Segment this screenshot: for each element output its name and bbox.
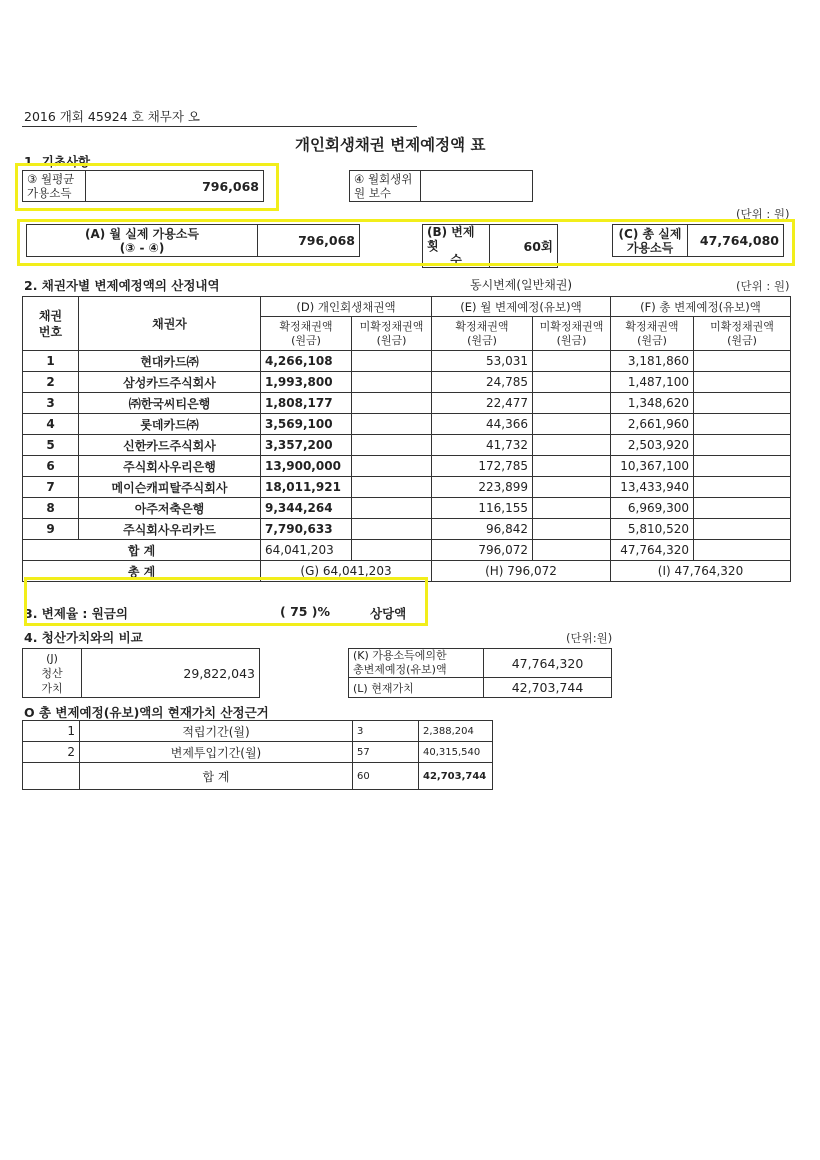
row-e: 53,031 [432, 351, 533, 372]
sub-confirmed: 확정채권액 [279, 319, 333, 333]
row-e-unconfirmed [533, 519, 611, 540]
row-f: 2,661,960 [611, 414, 694, 435]
row-e: 22,477 [432, 393, 533, 414]
row-no: 6 [23, 456, 79, 477]
case-line: 2016 개회 45924 호 채무자 오 [24, 109, 200, 124]
pv-row-label: 적립기간(월) [80, 721, 353, 742]
row-d-unconfirmed [352, 393, 432, 414]
subtotal-f: 47,764,320 [611, 540, 694, 561]
k-label-2: 총변제예정(유보)액 [353, 663, 447, 676]
monthly-income-value: 796,068 [86, 171, 264, 202]
total-g: (G) 64,041,203 [261, 561, 432, 582]
subtotal-label: 합 계 [23, 540, 261, 561]
section2-heading: 2. 채권자별 변제예정액의 산정내역 [24, 278, 220, 293]
row-f-unconfirmed [694, 372, 791, 393]
pv-row-label: 변제투입기간(월) [80, 742, 353, 763]
row-e-unconfirmed [533, 372, 611, 393]
row-creditor: 삼성카드주식회사 [79, 372, 261, 393]
b-label-2: 수 [450, 253, 462, 267]
row-f: 3,181,860 [611, 351, 694, 372]
table-row [23, 393, 791, 414]
trustee-fee-label-1: ④ 월회생위 [354, 172, 413, 186]
a-value: 796,068 [258, 225, 360, 257]
c-box [612, 224, 784, 257]
row-f: 6,969,300 [611, 498, 694, 519]
row-no: 5 [23, 435, 79, 456]
trustee-fee-label-2: 원 보수 [354, 186, 391, 200]
row-d: 7,790,633 [261, 519, 352, 540]
row-no: 2 [23, 372, 79, 393]
section1-unit: (단위 : 원) [736, 207, 790, 221]
table-row [23, 351, 791, 372]
row-d-unconfirmed [352, 456, 432, 477]
row-f-unconfirmed [694, 393, 791, 414]
sub-unit: (원금) [376, 333, 407, 347]
row-creditor: 메이슨캐피탈주식회사 [79, 477, 261, 498]
total-i: (I) 47,764,320 [611, 561, 791, 582]
k-label-1: (K) 가용소득에의한 [353, 649, 447, 662]
sub-confirmed: 확정채권액 [455, 319, 509, 333]
row-f: 5,810,520 [611, 519, 694, 540]
header-rule [22, 126, 417, 127]
page-title: 개인회생채권 변제예정액 표 [295, 136, 486, 154]
liquidation-value-box [22, 648, 260, 698]
l-value: 42,703,744 [484, 678, 612, 698]
row-f: 1,487,100 [611, 372, 694, 393]
row-f-unconfirmed [694, 351, 791, 372]
row-no: 4 [23, 414, 79, 435]
b-label-1: (B) 변제횟 [427, 225, 475, 253]
trustee-fee-value [421, 171, 533, 202]
a-box [26, 224, 360, 257]
j-label-3: 가치 [41, 681, 63, 695]
table-row [23, 742, 493, 763]
row-creditor: 롯데카드㈜ [79, 414, 261, 435]
row-e: 96,842 [432, 519, 533, 540]
row-e-unconfirmed [533, 435, 611, 456]
table-row [23, 519, 791, 540]
sub-unconfirmed: 미확정채권액 [539, 319, 604, 333]
pv-row-value: 40,315,540 [419, 742, 493, 763]
section3-suffix: 상당액 [370, 606, 407, 621]
row-creditor: ㈜한국씨티은행 [79, 393, 261, 414]
pv-row-no: 1 [23, 721, 80, 742]
row-f-unconfirmed [694, 477, 791, 498]
j-label-2: 청산 [41, 666, 63, 680]
subtotal-e: 796,072 [432, 540, 533, 561]
row-creditor: 주식회사우리카드 [79, 519, 261, 540]
section1-heading: 1. 기초사항 [24, 154, 91, 169]
pv-total-row [23, 763, 493, 790]
row-creditor: 현대카드㈜ [79, 351, 261, 372]
row-d-unconfirmed [352, 414, 432, 435]
monthly-income-box [22, 170, 264, 202]
subtotal-row [23, 540, 791, 561]
col-d: (D) 개인회생채권액 [261, 297, 432, 317]
row-f: 2,503,920 [611, 435, 694, 456]
total-label: 총 계 [23, 561, 261, 582]
sub-confirmed: 확정채권액 [625, 319, 679, 333]
section2-unit: (단위 : 원) [736, 279, 790, 293]
row-d: 3,569,100 [261, 414, 352, 435]
b-box [422, 224, 558, 268]
row-f: 13,433,940 [611, 477, 694, 498]
row-e: 223,899 [432, 477, 533, 498]
row-d: 9,344,264 [261, 498, 352, 519]
sub-unit: (원금) [556, 333, 587, 347]
present-value-table [22, 720, 493, 790]
row-creditor: 신한카드주식회사 [79, 435, 261, 456]
pv-row-months: 57 [353, 742, 419, 763]
row-d-unconfirmed [352, 519, 432, 540]
k-value: 47,764,320 [484, 649, 612, 678]
pv-total-months: 60 [353, 763, 419, 790]
row-f-unconfirmed [694, 456, 791, 477]
table-row [23, 414, 791, 435]
monthly-income-label-2: 가용소득 [27, 186, 72, 200]
table-row [23, 372, 791, 393]
table-row [23, 456, 791, 477]
row-f: 10,367,100 [611, 456, 694, 477]
sub-unit: (원금) [467, 333, 497, 347]
row-d: 13,900,000 [261, 456, 352, 477]
row-e-unconfirmed [533, 351, 611, 372]
b-value: 60회 [490, 225, 558, 268]
sub-unit: (원금) [291, 333, 321, 347]
row-creditor: 주식회사우리은행 [79, 456, 261, 477]
sub-unconfirmed: 미확정채권액 [710, 319, 774, 333]
row-f-unconfirmed [694, 498, 791, 519]
row-no: 7 [23, 477, 79, 498]
row-e-unconfirmed [533, 498, 611, 519]
row-d: 18,011,921 [261, 477, 352, 498]
row-creditor: 아주저축은행 [79, 498, 261, 519]
creditor-table [22, 296, 791, 582]
col-f: (F) 총 변제예정(유보)액 [611, 297, 791, 317]
row-d: 3,357,200 [261, 435, 352, 456]
row-d: 1,993,800 [261, 372, 352, 393]
table-row [23, 477, 791, 498]
row-f: 1,348,620 [611, 393, 694, 414]
row-d: 1,808,177 [261, 393, 352, 414]
total-h: (H) 796,072 [432, 561, 611, 582]
c-label-1: (C) 총 실제 [618, 226, 682, 241]
a-label-1: (A) 월 실제 가용소득 [85, 226, 199, 241]
pv-total-value: 42,703,744 [419, 763, 493, 790]
comparison-box [348, 648, 612, 698]
pv-row-value: 2,388,204 [419, 721, 493, 742]
sub-unit: (원금) [637, 333, 667, 347]
row-f-unconfirmed [694, 414, 791, 435]
row-no: 9 [23, 519, 79, 540]
row-d: 4,266,108 [261, 351, 352, 372]
row-d-unconfirmed [352, 498, 432, 519]
monthly-income-label-1: ③ 월평균 [27, 172, 75, 186]
section4-unit: (단위:원) [566, 631, 613, 645]
pv-row-months: 3 [353, 721, 419, 742]
row-f-unconfirmed [694, 519, 791, 540]
table-row [23, 721, 493, 742]
col-no-1: 채권 [38, 308, 63, 323]
subtotal-d: 64,041,203 [261, 540, 352, 561]
j-value: 29,822,043 [82, 649, 260, 698]
table-row [23, 498, 791, 519]
section5-heading: O 총 변제예정(유보)액의 현재가치 산정근거 [24, 705, 269, 720]
col-e: (E) 월 변제예정(유보)액 [432, 297, 611, 317]
row-d-unconfirmed [352, 372, 432, 393]
row-e-unconfirmed [533, 393, 611, 414]
row-no: 3 [23, 393, 79, 414]
row-e-unconfirmed [533, 477, 611, 498]
row-d-unconfirmed [352, 435, 432, 456]
row-d-unconfirmed [352, 477, 432, 498]
pv-row-no: 2 [23, 742, 80, 763]
sub-unconfirmed: 미확정채권액 [359, 319, 424, 333]
pv-total-label: 합 계 [80, 763, 353, 790]
row-no: 8 [23, 498, 79, 519]
section2-note: 동시변제(일반채권) [470, 278, 573, 292]
col-creditor: 채권자 [79, 297, 261, 351]
row-e-unconfirmed [533, 456, 611, 477]
table-row [23, 435, 791, 456]
j-label-1: (J) [46, 651, 58, 665]
col-no-2: 번호 [38, 324, 63, 339]
header-row [23, 297, 791, 317]
row-e: 172,785 [432, 456, 533, 477]
row-f-unconfirmed [694, 435, 791, 456]
a-label-2: (③ - ④) [119, 240, 165, 255]
row-e: 116,155 [432, 498, 533, 519]
sub-unit: (원금) [727, 333, 757, 347]
c-label-2: 가용소득 [626, 240, 674, 255]
total-row [23, 561, 791, 582]
row-e-unconfirmed [533, 414, 611, 435]
section3-rate: ( 75 )% [280, 604, 331, 619]
l-label: (L) 현재가치 [349, 678, 484, 698]
section4-heading: 4. 청산가치와의 비교 [24, 630, 143, 645]
row-e: 44,366 [432, 414, 533, 435]
row-no: 1 [23, 351, 79, 372]
row-e: 24,785 [432, 372, 533, 393]
row-e: 41,732 [432, 435, 533, 456]
trustee-fee-box [349, 170, 533, 202]
section3-label: 3. 변제율 : 원금의 [24, 606, 128, 621]
c-value: 47,764,080 [688, 225, 784, 257]
row-d-unconfirmed [352, 351, 432, 372]
